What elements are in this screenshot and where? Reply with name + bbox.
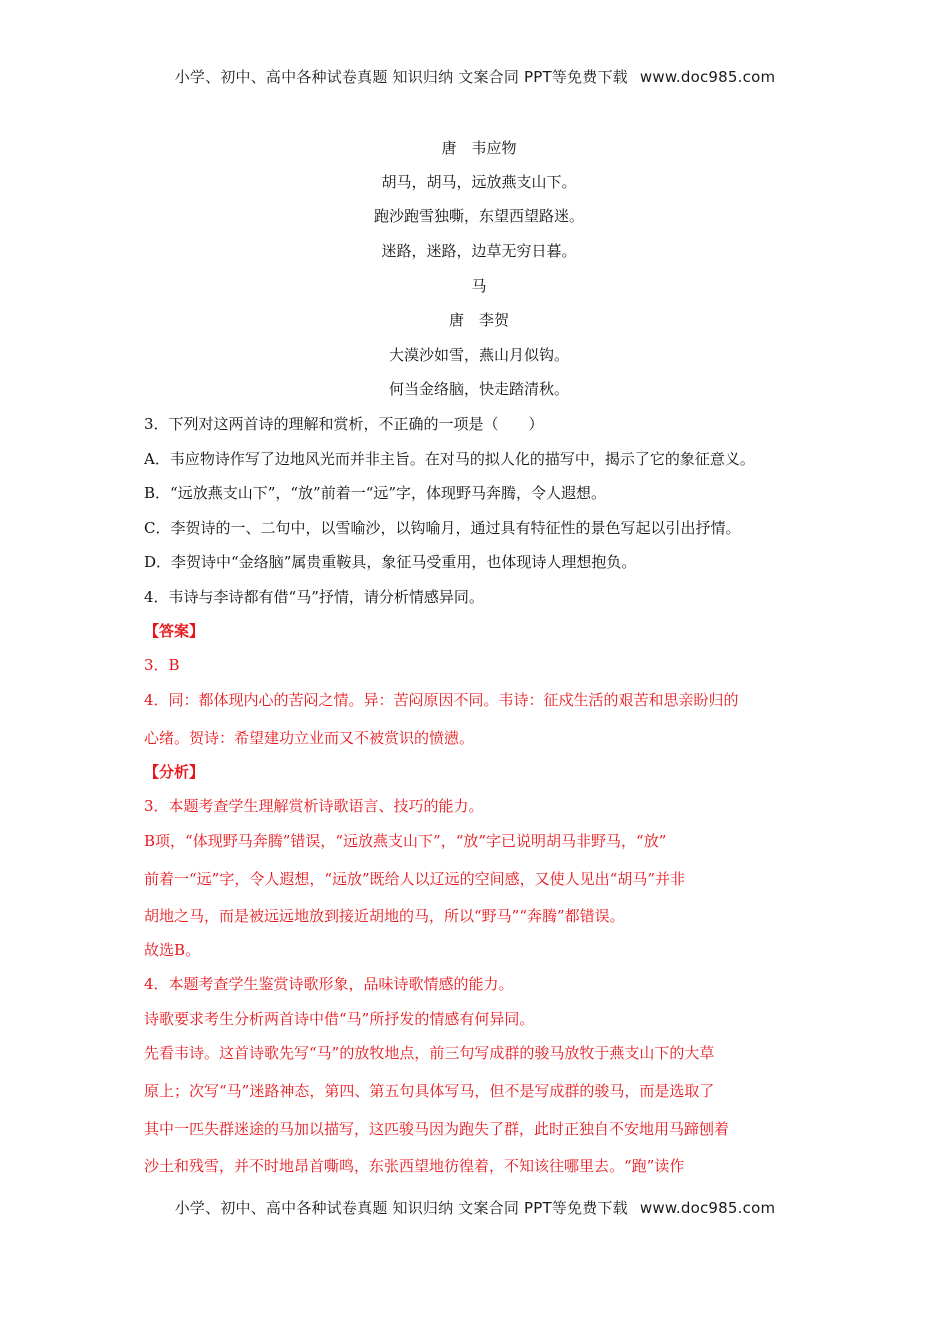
analysis-line-7: 诗歌要求考生分析两首诗中借“马”所抒发的情感有何异同。 [144, 1010, 535, 1028]
option-a: A．韦应物诗作写了边地风光而并非主旨。在对马的拟人化的描写中，揭示了它的象征意义。 [144, 450, 755, 468]
analysis-line-4: 胡地之马，而是被远远地放到接近胡地的马，所以“野马”“奔腾”都错误。 [144, 907, 625, 925]
poem1-author: 唐 韦应物 [441, 139, 517, 157]
analysis-line-11: 沙土和残雪，并不时地昂首嘶鸣，东张西望地彷徨着，不知该往哪里去。“跑”读作 [144, 1157, 685, 1175]
analysis-line-2: B项，“体现野马奔腾”错误，“远放燕支山下”，“放”字已说明胡马非野马，“放” [144, 832, 667, 850]
answer-heading: 【答案】 [144, 622, 205, 640]
analysis-line-9: 原上；次写“马”迷路神态，第四、第五句具体写马，但不是写成群的骏马，而是选取了 [144, 1082, 715, 1100]
answer-line-1: 3．B [144, 656, 180, 674]
option-b: B．“远放燕支山下”，“放”前着一“远”字，体现野马奔腾，令人遐想。 [144, 484, 607, 502]
answer-line-3: 心绪。贺诗：希望建功立业而又不被赏识的愤懑。 [144, 729, 475, 747]
poem1-line-1: 胡马，胡马，远放燕支山下。 [381, 173, 577, 191]
analysis-line-5: 故选B。 [144, 941, 201, 959]
option-c: C．李贺诗的一、二句中，以雪喻沙，以钩喻月，通过具有特征性的景色写起以引出抒情。 [144, 519, 741, 537]
analysis-line-1: 3．本题考查学生理解赏析诗歌语言、技巧的能力。 [144, 797, 484, 815]
analysis-heading: 【分析】 [144, 763, 205, 781]
poem2-line-1: 大漠沙如雪，燕山月似钩。 [388, 346, 569, 364]
poem2-line-2: 何当金络脑，快走踏清秋。 [388, 380, 569, 398]
poem1-line-2: 跑沙跑雪独嘶，东望西望路迷。 [373, 207, 584, 225]
header-text: 小学、初中、高中各种试卷真题 知识归纳 文案合同 PPT等免费下载 [174, 68, 628, 86]
footer-url: www.doc985.com [639, 1199, 776, 1217]
poem2-title: 马 [471, 277, 487, 295]
option-d: D．李贺诗中“金络脑”属贵重鞍具，象征马受重用，也体现诗人理想抱负。 [144, 553, 637, 571]
poem2-author: 唐 李贺 [448, 311, 509, 329]
answer-line-2: 4．同：都体现内心的苦闷之情。异：苦闷原因不同。韦诗：征戍生活的艰苦和思亲盼归的 [144, 691, 739, 709]
poem1-line-3: 迷路，迷路，边草无穷日暮。 [381, 242, 577, 260]
page-footer [0, 1197, 950, 1218]
analysis-line-8: 先看韦诗。这首诗歌先写“马”的放牧地点，前三句写成群的骏马放牧于燕支山下的大草 [144, 1044, 715, 1062]
page-header [0, 66, 950, 87]
question-3: 3．下列对这两首诗的理解和赏析，不正确的一项是（ ） [144, 415, 544, 433]
header-url: www.doc985.com [639, 68, 776, 86]
analysis-line-3: 前着一“远”字，令人遐想，“远放”既给人以辽远的空间感，又使人见出“胡马”并非 [144, 870, 686, 888]
analysis-line-6: 4．本题考查学生鉴赏诗歌形象，品味诗歌情感的能力。 [144, 975, 514, 993]
question-4: 4．韦诗与李诗都有借“马”抒情，请分析情感异同。 [144, 588, 484, 606]
analysis-line-10: 其中一匹失群迷途的马加以描写，这匹骏马因为跑失了群，此时正独自不安地用马蹄刨着 [144, 1120, 730, 1138]
footer-text: 小学、初中、高中各种试卷真题 知识归纳 文案合同 PPT等免费下载 [174, 1199, 628, 1217]
